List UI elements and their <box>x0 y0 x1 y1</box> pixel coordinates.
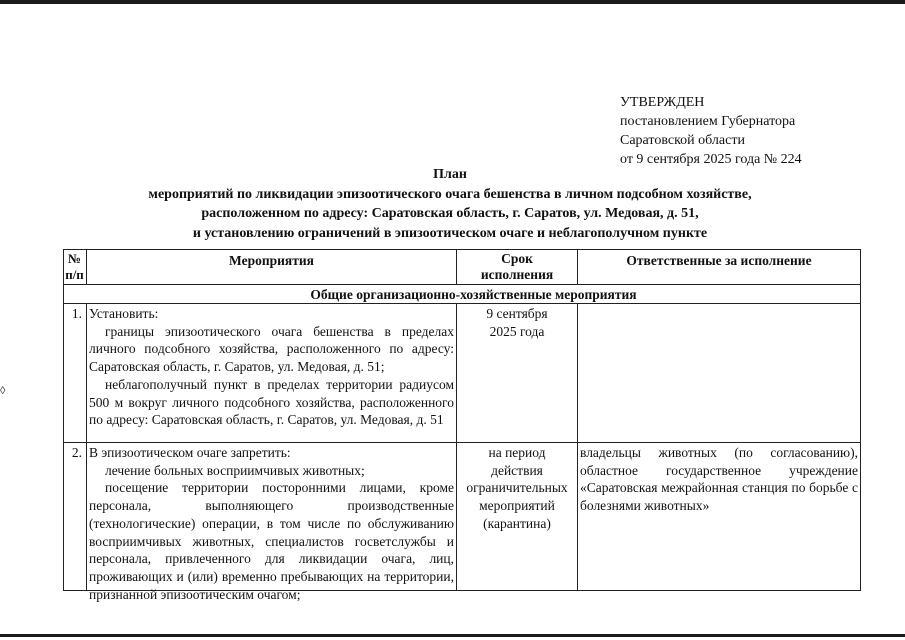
row-1-intro: Установить: <box>89 306 159 321</box>
row-2-term-line-1: на период <box>488 445 546 460</box>
section-heading: Общие организационно-хозяйственные мероприятия <box>310 287 637 302</box>
row-1-term <box>457 305 577 340</box>
header-number <box>63 251 86 283</box>
header-term-line-2: исполнения <box>480 267 554 282</box>
header-number-line-2: п/п <box>65 267 84 282</box>
header-number-line-1: № <box>67 251 82 266</box>
row-1-number: 1. <box>71 306 82 321</box>
approval-line-4: от 9 сентября 2025 года № 224 <box>620 152 802 167</box>
row-2-para-1: лечение больных восприимчивых животных; <box>105 462 365 478</box>
row-2-para-2: посещение территории посторонними лицами, кроме персонала, выполняющего производственные (технологические) операции, в том числе по обслуживанию восприимчивых животных, специалистов госветслужбы и персонала, привлеченного для ликвидации очага, лиц, проживающих и (или) временно пребывающих на территории, признанной эпизоотическим очагом; <box>89 480 454 602</box>
row-2-term-line-5: (карантина) <box>483 515 551 531</box>
title-line-3: расположенном по адресу: Саратовская область, г. Саратов, ул. Медовая, д. 51, <box>201 206 699 221</box>
title-line-1: План <box>433 167 467 182</box>
header-term <box>457 251 577 283</box>
row-2-term-line-3: ограничительных <box>466 480 568 496</box>
row-2-number: 2. <box>71 445 82 460</box>
row-2-term-line-2: действия <box>491 462 543 478</box>
row-2-intro: В эпизоотическом очаге запретить: <box>89 445 291 460</box>
row-1-term-line-2: 2025 года <box>489 323 545 339</box>
row-1-para-2: неблагополучный пункт в пределах территории радиусом 500 м вокруг личного подсобного хозяйства, расположенного по адресу: Саратовская область, г. Саратов, ул. Медовая, д. 51 <box>89 376 454 428</box>
title-line-4: и установлению ограничений в эпизоотическом очаге и неблагополучном пункте <box>192 225 708 241</box>
row-2-responsible: владельцы животных (по согласованию), областное государственное учреждение «Саратовская межрайонная станция по борьбе с болезнями животных» <box>580 445 858 514</box>
row-2-term <box>457 444 577 533</box>
row-1-para-1: границы эпизоотического очага бешенства в пределах личного подсобного хозяйства, расположенного по адресу: Саратовская область, г. Саратов, ул. Медовая, д. 51; <box>89 323 454 375</box>
scan-margin-mark: ◊ <box>0 385 6 397</box>
row-2-measures <box>89 444 454 603</box>
header-responsible: Ответственные за исполнение <box>626 253 812 268</box>
approval-line-2: постановлением Губернатора <box>620 114 796 129</box>
approval-line-3: Саратовской области <box>620 133 745 148</box>
header-term-line-1: Срок <box>501 251 533 266</box>
row-1-measures <box>89 305 454 429</box>
title-line-2: мероприятий по ликвидации эпизоотического очага бешенства в личном подсобном хозяйстве, <box>148 186 752 202</box>
row-1-term-line-1: 9 сентября <box>486 306 548 321</box>
row-2-term-line-4: мероприятий <box>479 498 555 514</box>
header-measures: Мероприятия <box>229 253 314 268</box>
approval-line-1: УТВЕРЖДЕН <box>620 95 705 110</box>
